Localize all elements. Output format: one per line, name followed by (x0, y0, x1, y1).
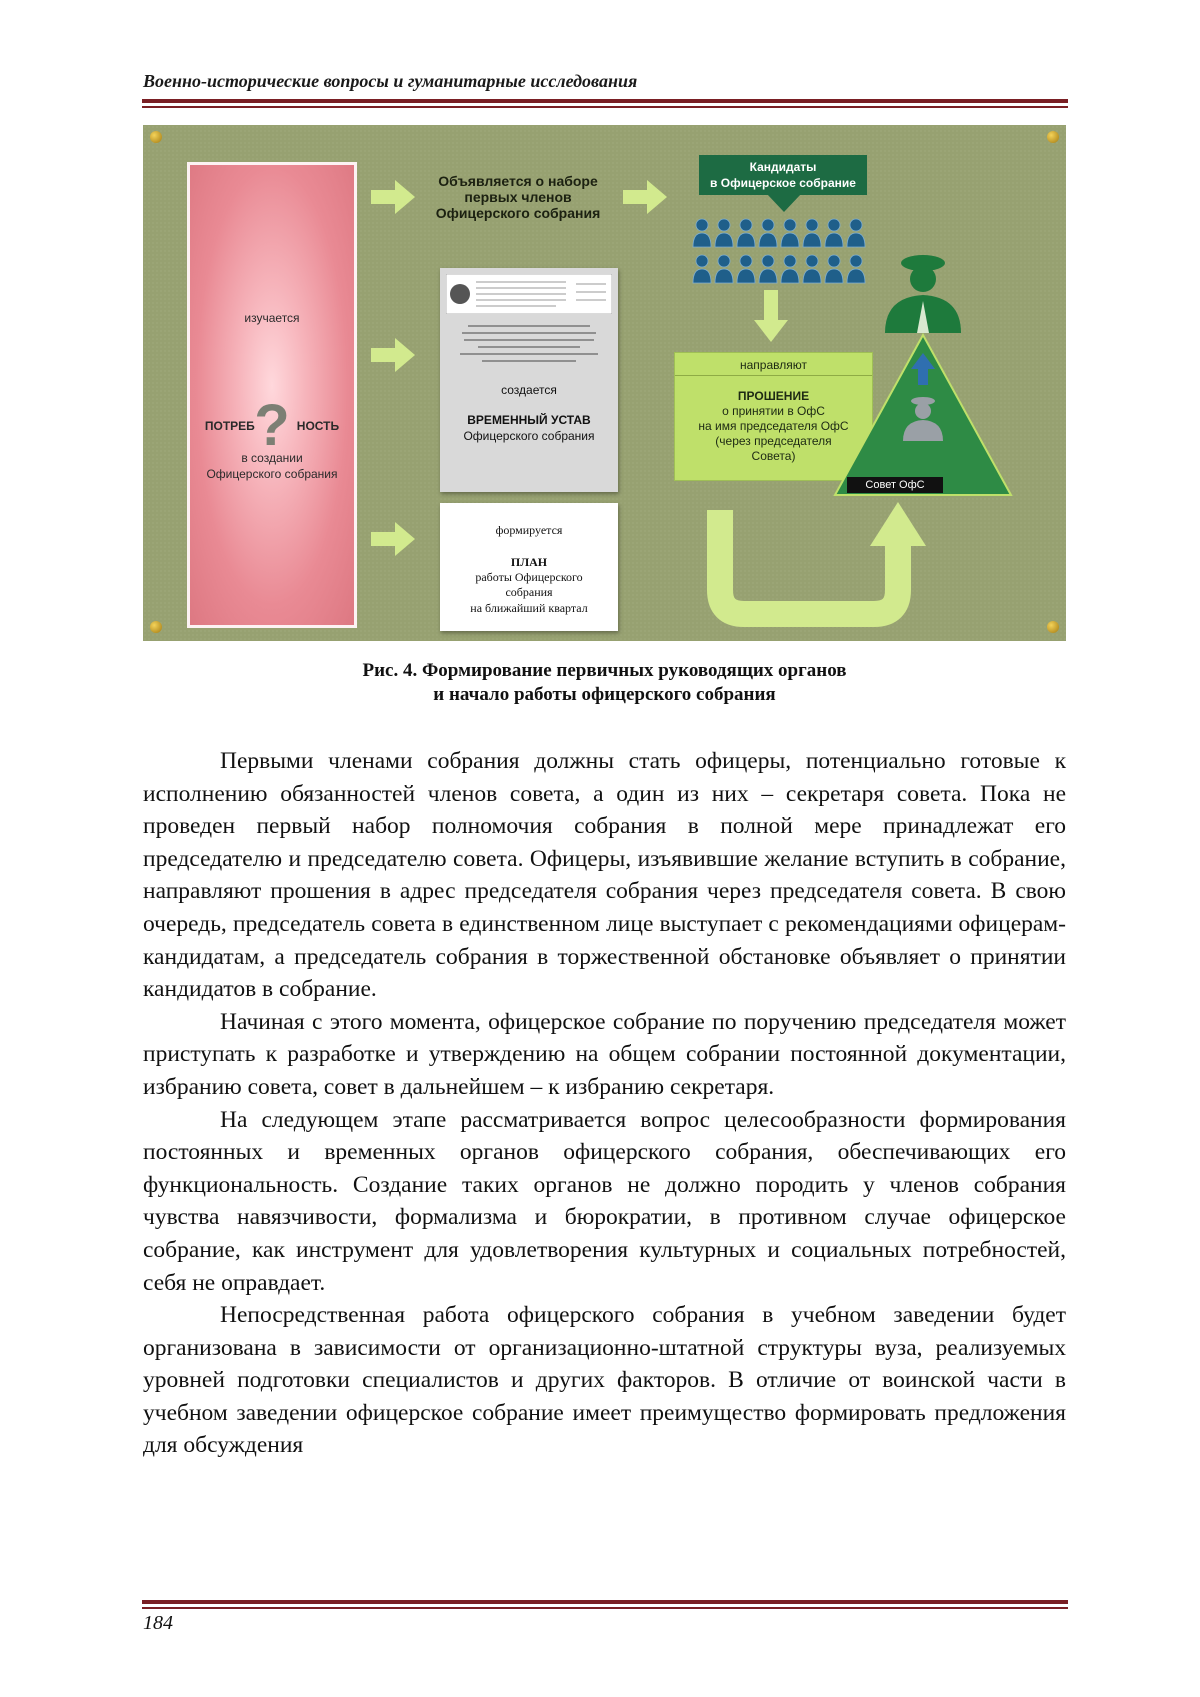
header-rule (142, 99, 1068, 103)
paragraph: Непосредственная работа офицерского собрания в учебном заведении будет организована в зависимости от организационно-штатной структуры вуза, реализуемых уровней подготовки специалистов и других факторов. В отличие от воинской части в учебном заведении офицерское собрание имеет преимущество формировать предложения для обсуждения (143, 1302, 1066, 1459)
recruitment-line3: Офицерского собрания (435, 205, 601, 221)
candidates-pointer-icon (767, 194, 801, 212)
charter-document (440, 268, 618, 492)
petition-send: направляют (740, 358, 807, 372)
plan-document (440, 503, 618, 631)
arrow-down-icon (754, 290, 788, 342)
figure-caption (143, 659, 1066, 707)
arrow-right-icon (371, 180, 415, 214)
caption-line2: и начало работы офицерского собрания (433, 684, 776, 705)
charter-title: ВРЕМЕННЫЙ УСТАВ (467, 413, 591, 427)
petition-line3: (через председателя (715, 434, 832, 448)
paragraph: Начиная с этого момента, офицерское собрание по поручению председателя может приступать к разработке и утверждению на общем собрании постоянной документации, избранию совета, совет в дальнейшем – к избранию секретаря. (143, 1008, 1066, 1100)
curved-arrow-icon (698, 502, 938, 632)
need-panel (187, 162, 357, 628)
document-lines-icon (458, 322, 600, 366)
need-right: НОСТЬ (296, 419, 340, 433)
recruitment-label (433, 173, 603, 221)
footer-rule (142, 1600, 1068, 1604)
candidates-box (699, 155, 867, 195)
plan-line2: собрания (505, 585, 553, 599)
arrow-right-icon (371, 522, 415, 556)
caption-line1: Рис. 4. Формирование первичных руководящих органов (362, 660, 847, 681)
candidates-line1: Кандидаты (749, 160, 817, 174)
arrow-right-icon (371, 338, 415, 372)
running-head: Военно-исторические вопросы и гуманитарные исследования (143, 71, 638, 91)
arrow-right-icon (623, 180, 667, 214)
footer-rule-thin (142, 1607, 1068, 1609)
recruitment-line1: Объявляется о наборе (438, 173, 598, 189)
need-studied: изучается (244, 311, 300, 325)
need-word (190, 419, 354, 433)
paragraph: Первыми членами собрания должны стать офицеры, потенциально готовые к исполнению обязанностей членов совета, а один из них – секретаря совета. Пока не проведен первый набор полномочия собрания в полной мере принадлежат его председателю и председателю совета. Офицеры, изъявившие желание вступить в собрание, направляют прошения в адрес председателя собрания через председателя совета. В свою очередь, председатель совета в единственном лице выступает с рекомендациями офицерам-кандидатам, а председатель собрания в торжественной обстановке объявляет о принятии кандидатов в собрание. (143, 748, 1066, 1003)
paragraph: На следующем этапе рассматривается вопрос целесообразности формирования постоянных и временных органов офицерского собрания, обеспечивающих его функциональность. Создание таких органов не должно породить у членов собрания чувства навязчивости, формализма и бюрократии, в противном случае офицерское собрание, как инструмент для удовлетворения культурных и социальных потребностей, себя не оправдает. (143, 1106, 1066, 1296)
header-rule-thin (142, 106, 1068, 108)
petition-line4: Совета) (751, 449, 796, 463)
pin-top-right (1047, 131, 1059, 143)
document-header-icon (446, 274, 612, 314)
candidates-line2: в Офицерское собрание (710, 176, 856, 190)
need-in-creation-1: в создании (241, 451, 303, 465)
need-in-creation-2: Офицерского собрания (206, 467, 338, 481)
council-label: Совет ОфС (847, 477, 943, 493)
page-number: 184 (143, 1612, 173, 1634)
plan-title: ПЛАН (510, 555, 548, 569)
pin-bottom-left (150, 621, 162, 633)
figure (143, 125, 1066, 641)
petition-title: ПРОШЕНИЕ (737, 389, 810, 403)
plan-formed: формируется (495, 523, 563, 537)
petition-line1: о принятии в ОфС (722, 404, 825, 418)
pin-top-left (150, 131, 162, 143)
petition-line2: на имя председателя ОфС (698, 419, 849, 433)
need-left: ПОТРЕБ (204, 419, 255, 433)
body-text (143, 745, 1066, 1462)
charter-created: создается (501, 383, 557, 397)
plan-line1: работы Офицерского (475, 570, 583, 584)
charter-subtitle: Офицерского собрания (463, 429, 595, 443)
council-pyramid-icon (833, 245, 1013, 505)
question-mark-icon: ? (254, 393, 290, 458)
plan-line3: на ближайший квартал (470, 601, 588, 615)
pin-bottom-right (1047, 621, 1059, 633)
recruitment-line2: первых членов (464, 189, 572, 205)
